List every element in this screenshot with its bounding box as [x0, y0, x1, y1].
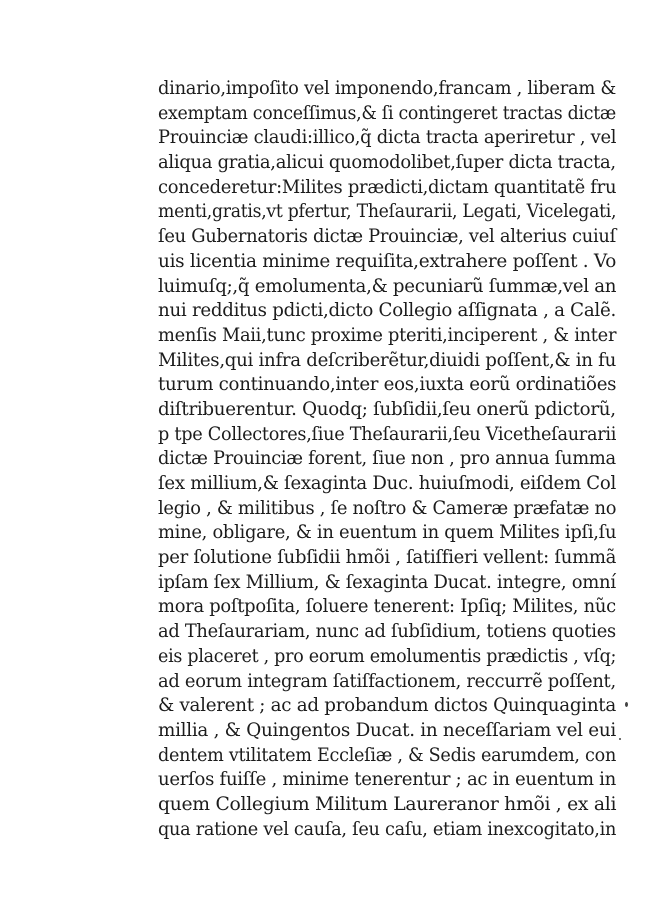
text-line-content: uis licentia minime requiſita,extrahere poſſent . Vo	[158, 249, 617, 272]
text-line	[158, 274, 628, 299]
text-line-content: Milites,qui infra deſcriberẽtur,diuidi poſſent,& in fu	[158, 348, 616, 371]
text-line-content: quem Collegium Militum Laureranor hmõi , ex ali	[158, 792, 617, 815]
text-block	[158, 76, 628, 841]
text-line-content: mine, obligare, & in euentum in quem Milites ipſi,ſu	[158, 521, 617, 544]
text-line	[158, 594, 628, 619]
text-line-content: qua ratione vel cauſa, ſeu caſu, etiam inexcogitato,in	[158, 817, 617, 840]
text-line	[158, 570, 628, 595]
text-line-content: & valerent ; ac ad probandum dictos Quinquaginta	[158, 694, 616, 717]
text-line-content: p tpe Collectores,ſiue Theſaurarii,ſeu Vicetheſaurarii	[158, 422, 617, 445]
text-line-content: ad Theſaurariam, nunc ad ſubſidium, totiens quoties	[158, 620, 616, 643]
text-line	[158, 372, 628, 397]
text-line-content: menſis Maii,tunc proxime pteriti,inciperent , & inter	[158, 323, 617, 346]
text-line	[158, 767, 628, 792]
text-line	[158, 792, 628, 817]
text-line-content: per ſolutione ſubſidii hmõi , ſatiſfieri vellent: ſummã	[158, 546, 617, 569]
text-line-content: ſex millium,& ſexaginta Duc. huiuſmodi, eiſdem Col	[158, 472, 616, 494]
text-line	[158, 693, 628, 718]
text-line	[158, 249, 628, 274]
text-line-content: dinario,impoſito vel imponendo,francam , liberam &	[158, 77, 617, 99]
text-line-content: ad eorum integram ſatiſfactionem, reccurrẽ poſſent,	[158, 669, 616, 692]
text-line-content: Prouinciæ claudi:illico,q̃ dicta tracta aperiretur , vel	[158, 126, 617, 149]
text-line	[158, 224, 628, 249]
text-line	[158, 348, 628, 373]
text-line	[158, 520, 628, 545]
text-line-content: aliqua gratia,alicui quomodolibet,ſuper dicta tracta,	[158, 151, 616, 174]
text-line	[158, 125, 628, 150]
ink-speck	[625, 702, 628, 707]
text-line	[158, 619, 628, 644]
text-line	[158, 175, 628, 200]
text-line	[158, 446, 628, 471]
text-line	[158, 545, 628, 570]
text-line	[158, 471, 628, 496]
text-line	[158, 718, 628, 743]
text-line	[158, 669, 628, 694]
text-line-content: dictæ Prouinciæ forent, ſiue non , pro annua ſumma	[158, 447, 616, 470]
ink-speck	[619, 738, 621, 740]
text-line	[158, 150, 628, 175]
text-line-content: luimuſq;,q̃ emolumenta,& pecuniarũ ſummæ,vel an	[158, 274, 617, 297]
text-line-content: mora poſtpoſita, ſoluere tenerent: Ipſiq; Milites, nũc	[158, 595, 616, 618]
text-line	[158, 76, 628, 101]
text-line-content: exemptam conceſſimus,& ſi contingeret tractas dictæ	[158, 101, 616, 124]
text-line	[158, 496, 628, 521]
text-line-content: ſeu Gubernatoris dictæ Prouinciæ, vel alterius cuiuſ	[158, 225, 616, 248]
text-line	[158, 817, 628, 842]
text-line	[158, 323, 628, 348]
text-line	[158, 422, 628, 447]
text-line	[158, 298, 628, 323]
text-line-content: millia , & Quingentos Ducat. in neceſſariam vel eui	[158, 718, 616, 741]
text-line	[158, 397, 628, 422]
text-line	[158, 644, 628, 669]
text-line-content: uerſos fuiſſe , minime tenerentur ; ac in euentum in	[158, 768, 617, 791]
text-line	[158, 101, 628, 126]
text-line-content: menti,gratis,vt pfertur, Theſaurarii, Legati, Vicelegati,	[158, 200, 617, 223]
text-line-content: diſtribuerentur. Quodq; ſubſidii,ſeu onerũ pdictorũ,	[158, 397, 616, 420]
text-line-content: legio , & militibus , ſe noſtro & Cameræ præfatæ no	[158, 496, 617, 519]
text-line-content: turum continuando,inter eos,iuxta eorũ ordinatiões	[158, 373, 617, 396]
text-line-content: concederetur:Milites prædicti,dictam quantitatẽ fru	[158, 175, 617, 198]
text-line-content: ipſam ſex Millium, & ſexaginta Ducat. integre, omní	[158, 570, 616, 593]
text-line-content: eis placeret , pro eorum emolumentis prædictis , vſq;	[158, 644, 617, 667]
text-line-content: nui redditus pdicti,dicto Collegio aſſignata , a Calẽ.	[158, 299, 616, 322]
text-line	[158, 199, 628, 224]
text-line	[158, 743, 628, 768]
text-line-content: dentem vtilitatem Eccleſiæ , & Sedis earumdem, con	[158, 743, 617, 766]
